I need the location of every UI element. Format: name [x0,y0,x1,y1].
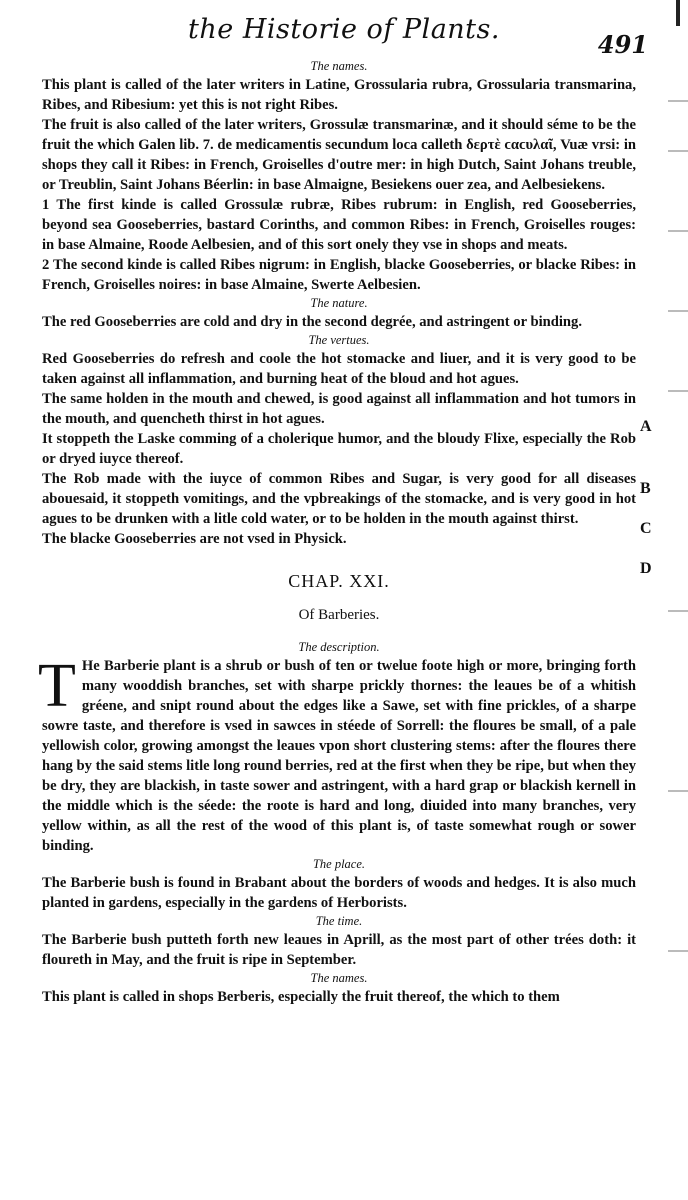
chapter-title: Of Barberies. [298,607,380,623]
adjacent-page-edge [664,90,688,990]
section-heading: The time. [315,914,363,928]
paragraph: This plant is called in shops Berberis, especially the fruit thereof, the which to them [42,989,560,1005]
margin-letter-d: D [640,560,652,577]
paragraph: This plant is called of the later writers in Latine, Grossularia rubra, Grossularia transmarina, Ribes, and Ribesium: yet this is not right Ribes. [42,77,636,113]
description-text: He Barberie plant is a shrub or bush of ten or twelue foote high or more, bringing forth many wooddish branches, set with sharpe prickly thornes: the leaues be of a whitish gréene, and snipt round about the edges like a Sawe, set with fine prickles, of a sharpe sowre taste, and therefore is vsed in sawces in stéede of Sorrell: the floures be small, of a pale yellowish color, growing amongst the leaues vpon short clustering stems: after the floures there hang by the said stems litle long round berries, red at the first when they be ripe, but when they be dry, they are blackish, in taste sower and astringent, with a hard grap or blackish kernell in the middle which is the séede: the roote is hard and long, diuided into many branches, very yellow within, as all the rest of the wood of this plant is, of taste somewhat rough or sower binding. [42,658,636,854]
body-text [38,58,636,1007]
paragraph-d: The Rob made with the iuyce of common Ribes and Sugar, is very good for all diseases abouesaid, it stoppeth vomitings, and the vpbreakings of the stomacke, and is very good in hot agues to be drunken with a litle cold water, or to be holden in the mouth against thirst. [42,471,636,527]
section-heading: The nature. [310,296,368,310]
drop-capital: T [38,652,76,720]
paragraph: The blacke Gooseberries are not vsed in Physick. [42,531,347,547]
paragraph: The fruit is also called of the later writers, Grossulæ transmarinæ, and it should séme to be the fruit the which Galen lib. 7. de medicamentis secundum loca calleth δερτὲ ϲαϲυλαῖ, Vuæ vrsi: in shops they call it Ribes: in French, Groiselles d'outre mer: in high Dutch, Saint Johans treuble, or Treublin, Saint Johans Béerlin: in base Almaigne, Besiekens ouer zea, and Aelbesiekens. [42,117,636,193]
section-heading: The names. [310,971,368,985]
paragraph-c: It stoppeth the Laske comming of a cholerique humor, and the bloudy Flixe, especially the Rob or dryed iuyce thereof. [42,431,636,467]
section-heading: The description. [298,640,380,654]
paragraph-b: The same holden in the mouth and chewed, is good against all inflammation and hot tumors in the mouth, and quencheth thirst in hot agues. [42,391,636,427]
margin-letter-b: B [640,480,651,497]
paragraph: The Barberie bush is found in Brabant about the borders of woods and hedges. It is also much planted in gardens, especially in the gardens of Herborists. [42,875,636,911]
section-heading: The names. [310,59,368,73]
paragraph: 1 The first kinde is called Grossulæ rubræ, Ribes rubrum: in English, red Gooseberries, beyond sea Gooseberries, bastard Corinths, and common Ribes: in French, Groiselles rouges: in base Almaine, Roode Aelbesien, and of this sort onely they vse in shops and meats. [42,197,636,253]
chapter-number: CHAP. XXI. [288,571,390,591]
paragraph: The red Gooseberries are cold and dry in the second degrée, and astringent or binding. [42,314,582,330]
description-paragraph [38,652,636,856]
running-title: the Historie of Plants. [188,14,500,45]
page-number: 491 [597,30,648,59]
paragraph: 2 The second kinde is called Ribes nigrum: in English, blacke Gooseberries, or blacke Ribes: in French, Groiselles noires: in base Almaine, Swerte Aelbesien. [42,257,636,293]
paragraph: The Barberie bush putteth forth new leaues in Aprill, as the most part of other trées doth: it floureth in May, and the fruit is ripe in September. [42,932,636,968]
margin-letter-a: A [640,418,652,435]
margin-letter-c: C [640,520,652,537]
paragraph-a: Red Gooseberries do refresh and coole the hot stomacke and liuer, and it is very good to be taken against all inflammation, and burning heat of the bloud and hot agues. [42,351,636,387]
section-heading: The vertues. [308,333,370,347]
section-heading: The place. [312,857,366,871]
